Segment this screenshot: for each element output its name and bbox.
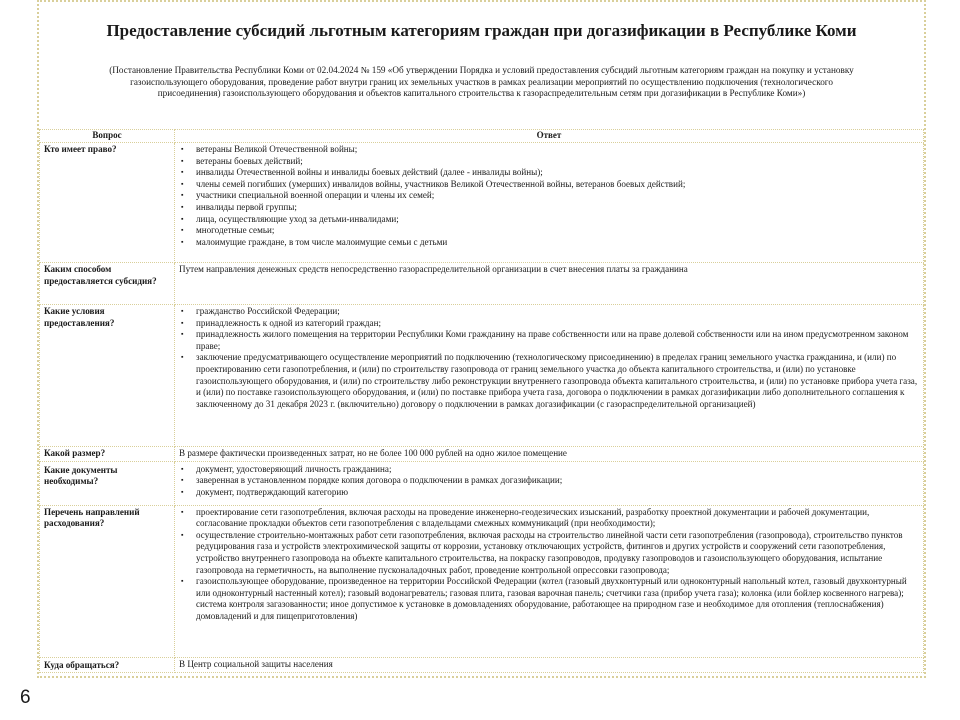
- table-row: [40, 505, 924, 657]
- document-subtitle: (Постановление Правительства Республики Коми от 02.04.2024 № 159 «Об утверждении Порядка и условий предоставления субсидий льготным категориям граждан на покупку и установку газоиспользующего оборудования, проведение работ внутри границ их земельных участков в рамках реализации мероприятий по осуществлению подключения (технологического присоединения) газоиспользующего оборудования и объектов капитального строительства к газораспределительным сетям при догазификации в Республике Коми»): [109, 65, 854, 98]
- table-row: [40, 657, 924, 673]
- list-item: ▪ газоиспользующее оборудование, произведенное на территории Российской Федерации (котел (газовый двухконтурный или одноконтурный напольный котел, газовый двухконтурный или одноконтурный настенный котел); газовый водонагреватель; газовая плита, газовая варочная панель; счетчики газа (прибор учета газа); колонка (или бойлер косвенного нагрева); система контроля загазованности; иное допустимое к установке в домовладениях оборудование, работающее на природном газе и необходимое для отопления (теплоснабжения) домовладений и для пищеприготовления): [179, 576, 919, 622]
- list-item: ▪ ветераны Великой Отечественной войны;: [179, 144, 919, 156]
- list-item: ▪ лица, осуществляющие уход за детьми-инвалидами;: [179, 214, 919, 226]
- answer-list: [179, 144, 919, 248]
- question-cell: Какие документы необходимы?: [40, 461, 175, 505]
- question-cell: Какие условия предоставления?: [40, 305, 175, 447]
- answer-cell: В Центр социальной защиты населения: [175, 657, 924, 673]
- table-row: [40, 143, 924, 263]
- question-cell: Перечень направлений расходования?: [40, 505, 175, 657]
- document-title: Предоставление субсидий льготным категориям граждан при догазификации в Республике Коми: [106, 21, 857, 40]
- answer-cell: [175, 461, 924, 505]
- list-item: ▪ заверенная в установленном порядке копия договора о подключении в рамках догазификации;: [179, 475, 919, 487]
- list-item: ▪ инвалиды Отечественной войны и инвалиды боевых действий (далее - инвалиды войны);: [179, 167, 919, 179]
- list-item: ▪ члены семей погибших (умерших) инвалидов войны, участников Великой Отечественной войны, ветеранов боевых действий;: [179, 179, 919, 191]
- answer-cell: Путем направления денежных средств непосредственно газораспределительной организации в счет внесения платы за гражданина: [175, 263, 924, 305]
- answer-list: [179, 464, 919, 499]
- answer-cell: В размере фактически произведенных затрат, но не более 100 000 рублей на одно жилое помещение: [175, 447, 924, 462]
- answer-list: [179, 306, 919, 410]
- question-cell: Кто имеет право?: [40, 143, 175, 263]
- table-row: [40, 263, 924, 305]
- table-row: [40, 447, 924, 462]
- list-item: ▪ принадлежность к одной из категорий граждан;: [179, 318, 919, 330]
- question-cell: Каким способом предоставляется субсидия?: [40, 263, 175, 305]
- table-row: [40, 461, 924, 505]
- list-item: ▪ участники специальной военной операции и члены их семей;: [179, 190, 919, 202]
- answer-cell: [175, 143, 924, 263]
- list-item: ▪ гражданство Российской Федерации;: [179, 306, 919, 318]
- list-item: ▪ документ, удостоверяющий личность гражданина;: [179, 464, 919, 476]
- question-cell: Куда обращаться?: [40, 657, 175, 673]
- column-header-answer: Ответ: [175, 130, 924, 143]
- answer-cell: [175, 505, 924, 657]
- table-header-row: [40, 130, 924, 143]
- list-item: ▪ малоимущие граждане, в том числе малоимущие семьи с детьми: [179, 237, 919, 249]
- answer-list: [179, 507, 919, 623]
- page-number: 6: [20, 687, 31, 708]
- qa-table: [39, 129, 924, 673]
- list-item: ▪ осуществление строительно-монтажных работ сети газопотребления, включая расходы на строительство линейной части сети газопотребления (газопровода), строительство пунктов редуцирования газа и устройств электрохимической защиты от коррозии, установку отключающих устройств, фитингов и других устройств и сооружений сети газопотребления, устройство внутреннего газопровода на объекте капитального строительства, на покраску газопроводов, продувку газопроводов и газоиспользующего оборудования, испытание газопровода на герметичность, на выполнение пусконаладочных работ, проведение контрольной опрессовки газопровода;: [179, 530, 919, 576]
- answer-cell: [175, 305, 924, 447]
- question-cell: Какой размер?: [40, 447, 175, 462]
- list-item: ▪ документ, подтверждающий категорию: [179, 487, 919, 499]
- list-item: ▪ инвалиды первой группы;: [179, 202, 919, 214]
- column-header-question: Вопрос: [40, 130, 175, 143]
- list-item: ▪ многодетные семьи;: [179, 225, 919, 237]
- list-item: ▪ принадлежность жилого помещения на территории Республики Коми гражданину на праве собственности или на праве долевой собственности или на ином предусмотренном законом праве;: [179, 329, 919, 352]
- table-row: [40, 305, 924, 447]
- document-header: [39, 2, 924, 129]
- list-item: ▪ проектирование сети газопотребления, включая расходы на проведение инженерно-геодезических изысканий, разработку проектной документации и рабочей документации, согласование прокладки объектов сети газопотребления с владельцами смежных коммуникаций (при необходимости);: [179, 507, 919, 530]
- list-item: ▪ заключение предусматривающего осуществление мероприятий по подключению (технологическому присоединению) в пределах границ земельного участка гражданина, и (или) по проектированию сети газопотребления, и (или) по строительству газопровода от границ земельного участка до объекта капитального строительства, и (или) по установке газоиспользующего оборудования, и (или) по строительству либо реконструкции внутреннего газопровода объекта капитального строительства, и (или) по установке прибора учета газа, и (или) по поставке газоиспользующего оборудования, и (или) по поставке прибора учета газа, договора о подключении в рамках догазификации либо дополнительного соглашения к заключенному до 31 декабря 2023 г. (включительно) договору о подключении в рамках догазификации (с газораспределительной организацией): [179, 352, 919, 410]
- list-item: ▪ ветераны боевых действий;: [179, 156, 919, 168]
